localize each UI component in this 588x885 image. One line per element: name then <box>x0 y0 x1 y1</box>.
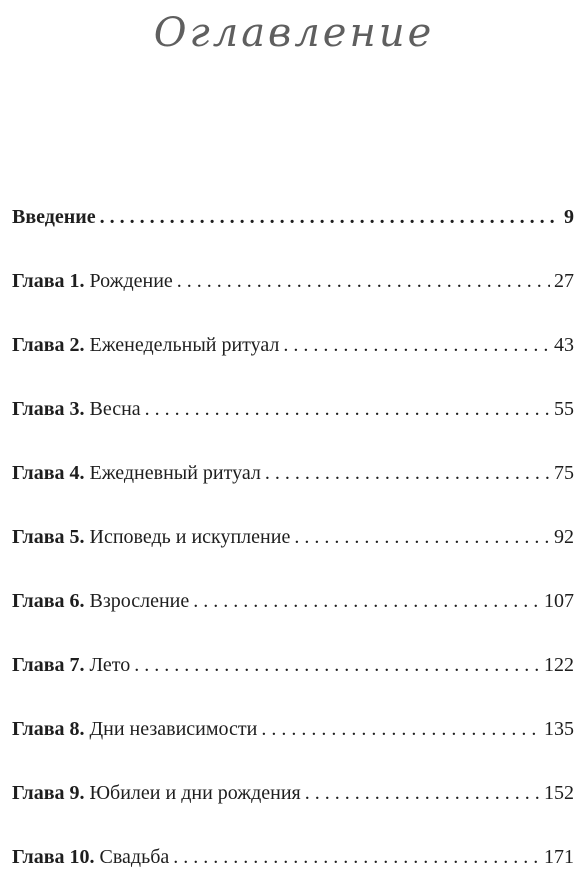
page-title: Оглавление <box>153 10 435 56</box>
chapter-label: Глава 8. <box>12 718 85 740</box>
chapter-label: Глава 6. <box>12 590 85 612</box>
dot-leader <box>294 522 550 552</box>
chapter-title: Лето <box>89 654 131 676</box>
dot-leader <box>177 266 550 296</box>
toc-entry-intro <box>12 202 574 232</box>
page-number: 92 <box>554 526 574 548</box>
toc-entry-chapter-5 <box>12 522 574 552</box>
chapter-title: Еженедельный ритуал <box>89 334 280 356</box>
dot-leader <box>265 458 550 488</box>
page-number: 27 <box>554 270 574 292</box>
page-number: 75 <box>554 462 574 484</box>
toc-entry-chapter-9 <box>12 778 574 808</box>
chapter-title: Весна <box>89 398 141 420</box>
chapter-title: Дни независимости <box>89 718 258 740</box>
chapter-label: Глава 5. <box>12 526 85 548</box>
toc-entry-chapter-7 <box>12 650 574 680</box>
chapter-title: Юбилеи и дни рождения <box>89 782 301 804</box>
toc-entry-chapter-2 <box>12 330 574 360</box>
dot-leader <box>134 650 540 680</box>
dot-leader <box>305 778 540 808</box>
toc-entry-chapter-4 <box>12 458 574 488</box>
page-number: 135 <box>544 718 574 740</box>
page-number: 122 <box>544 654 574 676</box>
toc-entry-chapter-3 <box>12 394 574 424</box>
chapter-title: Ежедневный ритуал <box>89 462 261 484</box>
chapter-label: Глава 7. <box>12 654 85 676</box>
chapter-label: Глава 9. <box>12 782 85 804</box>
dot-leader <box>193 586 540 616</box>
page-number: 9 <box>564 206 574 228</box>
chapter-title: Взросление <box>89 590 190 612</box>
dot-leader <box>283 330 550 360</box>
toc-entry-chapter-1 <box>12 266 574 296</box>
chapter-title: Исповедь и искупление <box>89 526 291 548</box>
chapter-label: Глава 2. <box>12 334 85 356</box>
dot-leader <box>261 714 540 744</box>
page-number: 55 <box>554 398 574 420</box>
page-number: 152 <box>544 782 574 804</box>
chapter-title: Свадьба <box>99 846 170 868</box>
toc-entry-chapter-8 <box>12 714 574 744</box>
chapter-label: Глава 10. <box>12 846 95 868</box>
chapter-label: Введение <box>12 206 96 228</box>
chapter-title: Рождение <box>89 270 173 292</box>
page-number: 107 <box>544 590 574 612</box>
dot-leader <box>173 842 540 872</box>
page-number: 171 <box>544 846 574 868</box>
toc-entry-chapter-10 <box>12 842 574 872</box>
chapter-label: Глава 1. <box>12 270 85 292</box>
chapter-label: Глава 3. <box>12 398 85 420</box>
chapter-label: Глава 4. <box>12 462 85 484</box>
dot-leader <box>100 202 560 232</box>
page-number: 43 <box>554 334 574 356</box>
toc-entry-chapter-6 <box>12 586 574 616</box>
dot-leader <box>145 394 550 424</box>
